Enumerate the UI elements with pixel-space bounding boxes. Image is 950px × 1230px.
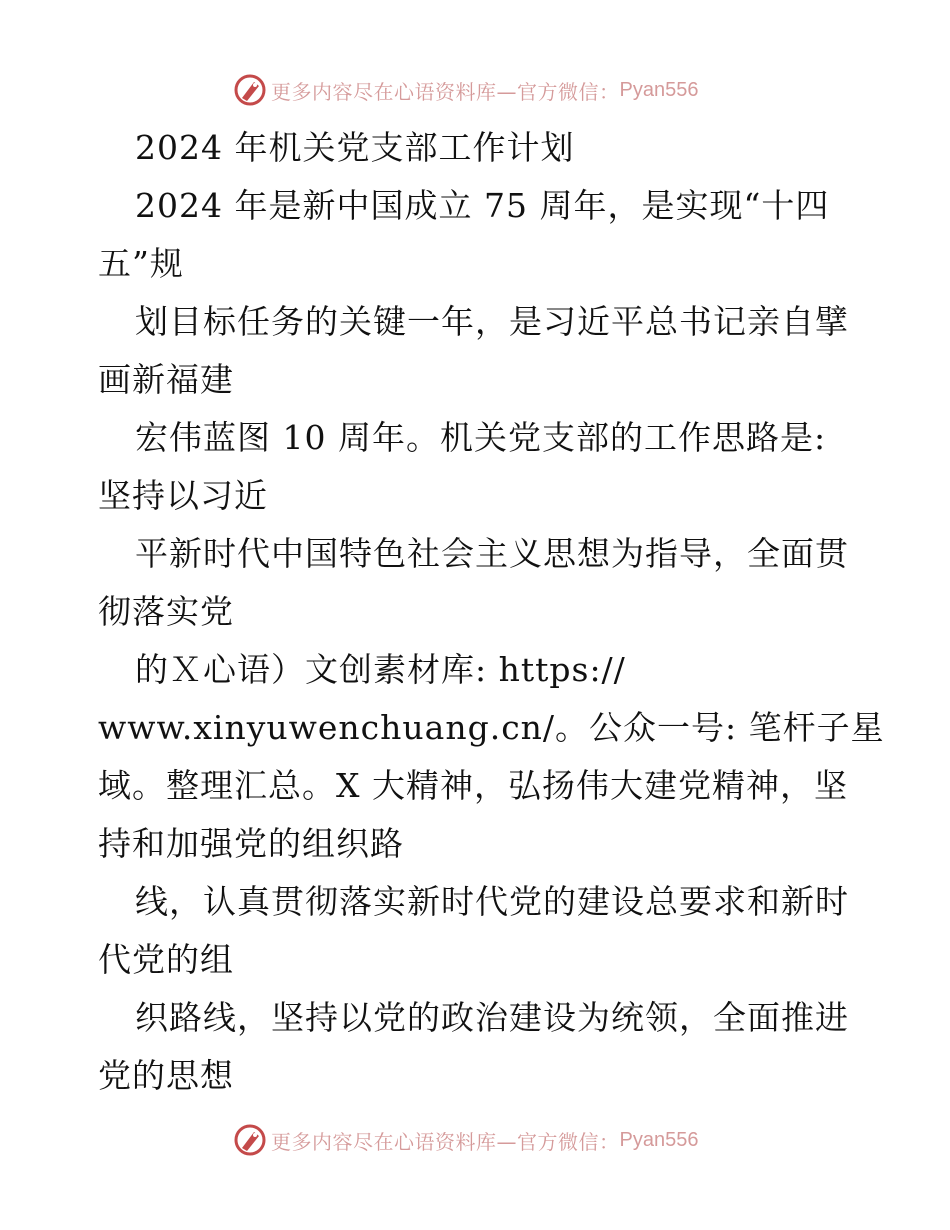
pen-nib-logo-icon	[233, 73, 267, 107]
text-line: 彻落实党	[98, 592, 234, 631]
footer-text: 更多内容尽在心语资料库—官方微信：	[271, 1129, 620, 1154]
text-line: 域。整理汇总。X 大精神，弘扬伟大建党精神，坚	[98, 766, 848, 805]
text-line: 2024 年是新中国成立 75 周年，是实现“十四	[135, 186, 830, 225]
text-line: 的Ｘ心语）文创素材库: https://	[135, 650, 626, 689]
header-banner	[233, 73, 698, 107]
text-line: 线，认真贯彻落实新时代党的建设总要求和新时	[135, 882, 849, 921]
text-line: 织路线，坚持以党的政治建设为统领，全面推进	[135, 998, 849, 1037]
text-line: 五”规	[98, 244, 184, 283]
text-line: 持和加强党的组织路	[98, 824, 404, 863]
header-text: 更多内容尽在心语资料库—官方微信：	[271, 79, 620, 104]
text-line: 宏伟蓝图 10 周年。机关党支部的工作思路是:	[135, 418, 827, 457]
footer-banner	[233, 1123, 698, 1157]
document-title: 2024 年机关党支部工作计划	[135, 128, 575, 167]
pen-nib-logo-icon	[233, 1123, 267, 1157]
footer-wechat-handle: Pyan556	[619, 1128, 699, 1151]
text-line: 平新时代中国特色社会主义思想为指导，全面贯	[135, 534, 849, 573]
text-line: 画新福建	[98, 360, 234, 399]
text-line: 划目标任务的关键一年，是习近平总书记亲自擘	[135, 302, 849, 341]
text-line: 代党的组	[98, 940, 234, 979]
text-line: 坚持以习近	[98, 476, 268, 515]
header-wechat-handle: Pyan556	[619, 78, 699, 101]
text-line: 党的思想	[98, 1056, 234, 1095]
text-line: www.xinyuwenchuang.cn/。公众一号: 笔杆子星	[98, 708, 885, 747]
